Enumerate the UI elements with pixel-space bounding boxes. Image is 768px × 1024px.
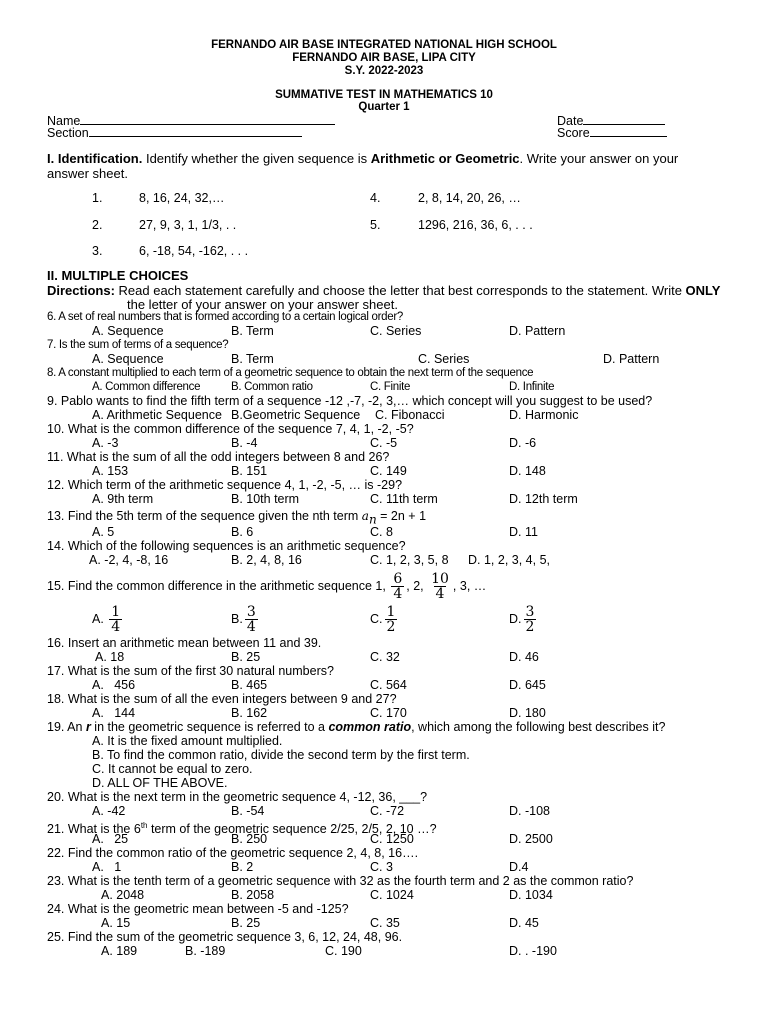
q21-text-a: 21. What is the 6 xyxy=(47,822,141,837)
name-label: Name xyxy=(47,114,81,128)
choice: D. 1, 2, 3, 4, 5, xyxy=(468,553,550,567)
question-20: 20. What is the next term in the geometric sequence 4, -12, 36, ___? xyxy=(47,790,428,804)
question-6: 6. A set of real numbers that is formed according to a certain logical order? xyxy=(47,311,403,323)
choice: B. -4 xyxy=(231,436,258,450)
choice: A. -3 xyxy=(92,436,119,450)
choice xyxy=(231,601,260,637)
choice: B. 2058 xyxy=(231,888,275,902)
choice: A. -42 xyxy=(92,804,126,818)
part1-heading: I. Identification. xyxy=(47,151,143,166)
directions-only: ONLY xyxy=(685,283,721,298)
question-25: 25. Find the sum of the geometric sequence 3, 6, 12, 24, 48, 96. xyxy=(47,930,403,944)
choice: A. Sequence xyxy=(92,352,164,366)
question-23: 23. What is the tenth term of a geometric sequence with 32 as the fourth term and 2 as the common ratio? xyxy=(47,874,634,888)
question-16: 16. Insert an arithmetic mean between 11 and 39. xyxy=(47,636,322,650)
question-12: 12. Which term of the arithmetic sequence 4, 1, -2, -5, … is -29? xyxy=(47,478,403,492)
fraction-numerator: 3 xyxy=(246,604,256,621)
section-blank[interactable] xyxy=(89,126,302,137)
choice: A. 9th term xyxy=(92,492,154,506)
choice: A. 144 xyxy=(92,706,136,720)
quarter-label: Quarter 1 xyxy=(358,101,410,113)
q19-common-ratio: common ratio xyxy=(328,720,412,734)
section-label: Section xyxy=(47,126,89,140)
p1-item-text: 6, -18, 54, -162, . . . xyxy=(139,244,249,258)
choice: C. 170 xyxy=(370,706,407,720)
choice: B. -189 xyxy=(185,944,226,958)
choice xyxy=(509,601,538,637)
choice: B. 162 xyxy=(231,706,268,720)
choice: B. 2, 4, 8, 16 xyxy=(231,553,302,567)
choice: C. 32 xyxy=(370,650,400,664)
choice: C. 190 xyxy=(325,944,362,958)
p1-item-num: 1. xyxy=(92,191,103,205)
q15-tail: , 3, … xyxy=(452,579,487,593)
fraction-numerator: 6 xyxy=(393,571,403,588)
p1-item-text: 8, 16, 24, 32,… xyxy=(139,191,225,205)
p1-item-num: 4. xyxy=(370,191,381,205)
question-22: 22. Find the common ratio of the geometric sequence 2, 4, 8, 16…. xyxy=(47,846,419,860)
q13-subscript: n xyxy=(368,512,377,527)
choice: B. 25 xyxy=(231,650,261,664)
choice-fraction xyxy=(245,605,258,634)
p1-item-text: 27, 9, 3, 1, 1/3, . . xyxy=(139,218,237,232)
q13-expression: = 2n + 1 xyxy=(376,509,427,523)
q19-text-a: 19. An xyxy=(47,720,86,734)
fraction-numerator: 10 xyxy=(431,571,449,588)
choice: A. Common difference xyxy=(92,381,201,393)
choice-fraction xyxy=(385,605,398,634)
choice: D. Harmonic xyxy=(509,408,579,422)
question-8: 8. A constant multiplied to each term of a geometric sequence to obtain the next term of the sequence xyxy=(47,367,534,379)
choice: D. 45 xyxy=(509,916,539,930)
part1-instr-a: Identify whether the given sequence is xyxy=(142,151,371,166)
fraction-denominator: 4 xyxy=(111,619,121,636)
choice: C. Series xyxy=(370,324,422,338)
choice: C. Finite xyxy=(370,381,411,393)
q15-mid: , 2, xyxy=(406,579,428,593)
part1-instr-b: . Write your answer on your xyxy=(519,151,679,166)
choice: D. -6 xyxy=(509,436,537,450)
choice: D.4 xyxy=(509,860,529,874)
choice-fraction xyxy=(524,605,537,634)
choice: A. 5 xyxy=(92,525,115,539)
choice-letter: B. xyxy=(231,612,243,626)
choice: B.Geometric Sequence xyxy=(231,408,361,422)
school-year: S.Y. 2022-2023 xyxy=(344,65,424,77)
name-blank[interactable] xyxy=(80,114,335,125)
p1-item-num: 2. xyxy=(92,218,103,232)
choice: D. Pattern xyxy=(509,324,566,338)
choice-letter: C. xyxy=(370,612,383,626)
choice: A. Sequence xyxy=(92,324,164,338)
question-7: 7. Is the sum of terms of a sequence? xyxy=(47,339,229,351)
q19-text-b: in the geometric sequence is referred to a xyxy=(90,720,329,734)
choice: C. 8 xyxy=(370,525,393,539)
question-18: 18. What is the sum of all the even integers between 9 and 27? xyxy=(47,692,397,706)
choice: A. 25 xyxy=(92,832,129,846)
section-field[interactable] xyxy=(47,126,302,140)
choice: C. Fibonacci xyxy=(375,408,445,422)
choice-letter: D. xyxy=(509,612,522,626)
fraction-denominator: 4 xyxy=(435,586,445,603)
date-blank[interactable] xyxy=(583,114,665,125)
fraction-numerator: 1 xyxy=(111,604,121,621)
choice: B. -54 xyxy=(231,804,265,818)
part2-directions xyxy=(47,283,720,298)
p1-item-num: 3. xyxy=(92,244,103,258)
question-10: 10. What is the common difference of the sequence 7, 4, 1, -2, -5? xyxy=(47,422,414,436)
school-name: FERNANDO AIR BASE INTEGRATED NATIONAL HIGH SCHOOL xyxy=(211,39,557,51)
choice: D. 12th term xyxy=(509,492,578,506)
choice-fraction xyxy=(109,605,122,634)
choice: C. Series xyxy=(418,352,470,366)
choice: D. Pattern xyxy=(603,352,660,366)
choice: A. 1 xyxy=(92,860,122,874)
choice: C. 1024 xyxy=(370,888,414,902)
choice: C. 564 xyxy=(370,678,407,692)
choice: D. 2500 xyxy=(509,832,553,846)
q15-text: 15. Find the common difference in the arithmetic sequence 1, xyxy=(47,579,390,593)
fraction-numerator: 1 xyxy=(386,604,396,621)
choice: C. 1250 xyxy=(370,832,414,846)
choice: C. It cannot be equal to zero. xyxy=(92,762,253,776)
fraction-denominator: 2 xyxy=(386,619,396,636)
choice: D. 11 xyxy=(509,525,538,539)
q21-superscript: th xyxy=(140,821,148,830)
choice: C. -72 xyxy=(370,804,405,818)
choice: D. 46 xyxy=(509,650,539,664)
part1-instr-bold: Arithmetic or Geometric xyxy=(370,151,520,166)
choice: D. Infinite xyxy=(509,381,555,393)
choice-letter: A. xyxy=(92,612,104,626)
question-19 xyxy=(47,721,665,734)
choice: C. 3 xyxy=(370,860,393,874)
choice: C. 1, 2, 3, 5, 8 xyxy=(370,553,449,567)
choice: B. Common ratio xyxy=(231,381,313,393)
choice: A. It is the fixed amount multiplied. xyxy=(92,734,283,748)
choice: B. 151 xyxy=(231,464,268,478)
score-field[interactable] xyxy=(557,126,667,140)
score-blank[interactable] xyxy=(590,126,667,137)
question-11: 11. What is the sum of all the odd integers between 8 and 26? xyxy=(47,450,390,464)
choice: B. 465 xyxy=(231,678,268,692)
fraction-denominator: 4 xyxy=(393,586,403,603)
choice: A. 153 xyxy=(92,464,129,478)
part2-directions-line2: the letter of your answer on your answer sheet. xyxy=(127,297,398,312)
choice: A. 2048 xyxy=(101,888,145,902)
choice: A. Arithmetic Sequence xyxy=(92,408,222,422)
school-address: FERNANDO AIR BASE, LIPA CITY xyxy=(292,52,476,64)
choice: C. -5 xyxy=(370,436,398,450)
question-15 xyxy=(47,568,486,604)
q13-text: 13. Find the 5th term of the sequence given the nth term xyxy=(47,509,362,523)
choice: C. 149 xyxy=(370,464,407,478)
choice: A. -2, 4, -8, 16 xyxy=(89,553,169,567)
q15-fraction-2 xyxy=(429,572,451,601)
choice: B. 250 xyxy=(231,832,268,846)
question-9: 9. Pablo wants to find the fifth term of a sequence -12 ,-7, -2, 3,… which concept will you suggest to be used? xyxy=(47,394,653,408)
question-17: 17. What is the sum of the first 30 natural numbers? xyxy=(47,664,334,678)
directions-label: Directions: xyxy=(47,283,115,298)
choice: A. 189 xyxy=(101,944,138,958)
date-label: Date xyxy=(557,114,584,128)
question-24: 24. What is the geometric mean between -5 and -125? xyxy=(47,902,349,916)
choice: B. 6 xyxy=(231,525,254,539)
choice: D. 645 xyxy=(509,678,546,692)
choice: B. Term xyxy=(231,324,274,338)
choice: A. 456 xyxy=(92,678,136,692)
fraction-numerator: 3 xyxy=(525,604,535,621)
question-14: 14. Which of the following sequences is an arithmetic sequence? xyxy=(47,539,406,553)
choice: B. 25 xyxy=(231,916,261,930)
choice xyxy=(92,601,124,637)
p1-item-text: 2, 8, 14, 20, 26, … xyxy=(418,191,521,205)
choice: B. 2 xyxy=(231,860,254,874)
choice xyxy=(370,601,399,637)
part1-instruction-line2: answer sheet. xyxy=(47,166,128,181)
choice: D. 148 xyxy=(509,464,546,478)
test-title: SUMMATIVE TEST IN MATHEMATICS 10 xyxy=(275,89,493,101)
choice: B. Term xyxy=(231,352,274,366)
choice: D. ALL OF THE ABOVE. xyxy=(92,776,228,790)
choice: D. 1034 xyxy=(509,888,553,902)
p1-item-num: 5. xyxy=(370,218,381,232)
p1-item-text: 1296, 216, 36, 6, . . . xyxy=(418,218,533,232)
fraction-denominator: 4 xyxy=(246,619,256,636)
choice: D. -108 xyxy=(509,804,550,818)
choice: B. To find the common ratio, divide the second term by the first term. xyxy=(92,748,470,762)
q19-r: r xyxy=(85,720,91,734)
q21-text-b: term of the geometric sequence 2/25, 2/5, 2, 10 …? xyxy=(147,822,437,837)
choice: B. 10th term xyxy=(231,492,300,506)
score-label: Score xyxy=(557,126,590,140)
choice: D. 180 xyxy=(509,706,546,720)
directions-text: Read each statement carefully and choose the letter that best corresponds to the statement. Write xyxy=(114,283,686,298)
q19-text-d: , which among the following best describes it? xyxy=(411,720,666,734)
choice: C. 11th term xyxy=(370,492,438,506)
q13-variable: a xyxy=(361,509,369,523)
fraction-denominator: 2 xyxy=(525,619,535,636)
choice: D. . -190 xyxy=(509,944,557,958)
choice: C. 35 xyxy=(370,916,400,930)
choice: A. 15 xyxy=(101,916,131,930)
q15-fraction-1 xyxy=(391,572,404,601)
choice: A. 18 xyxy=(95,650,125,664)
part2-heading: II. MULTIPLE CHOICES xyxy=(47,268,189,283)
part1-instruction xyxy=(47,151,678,166)
